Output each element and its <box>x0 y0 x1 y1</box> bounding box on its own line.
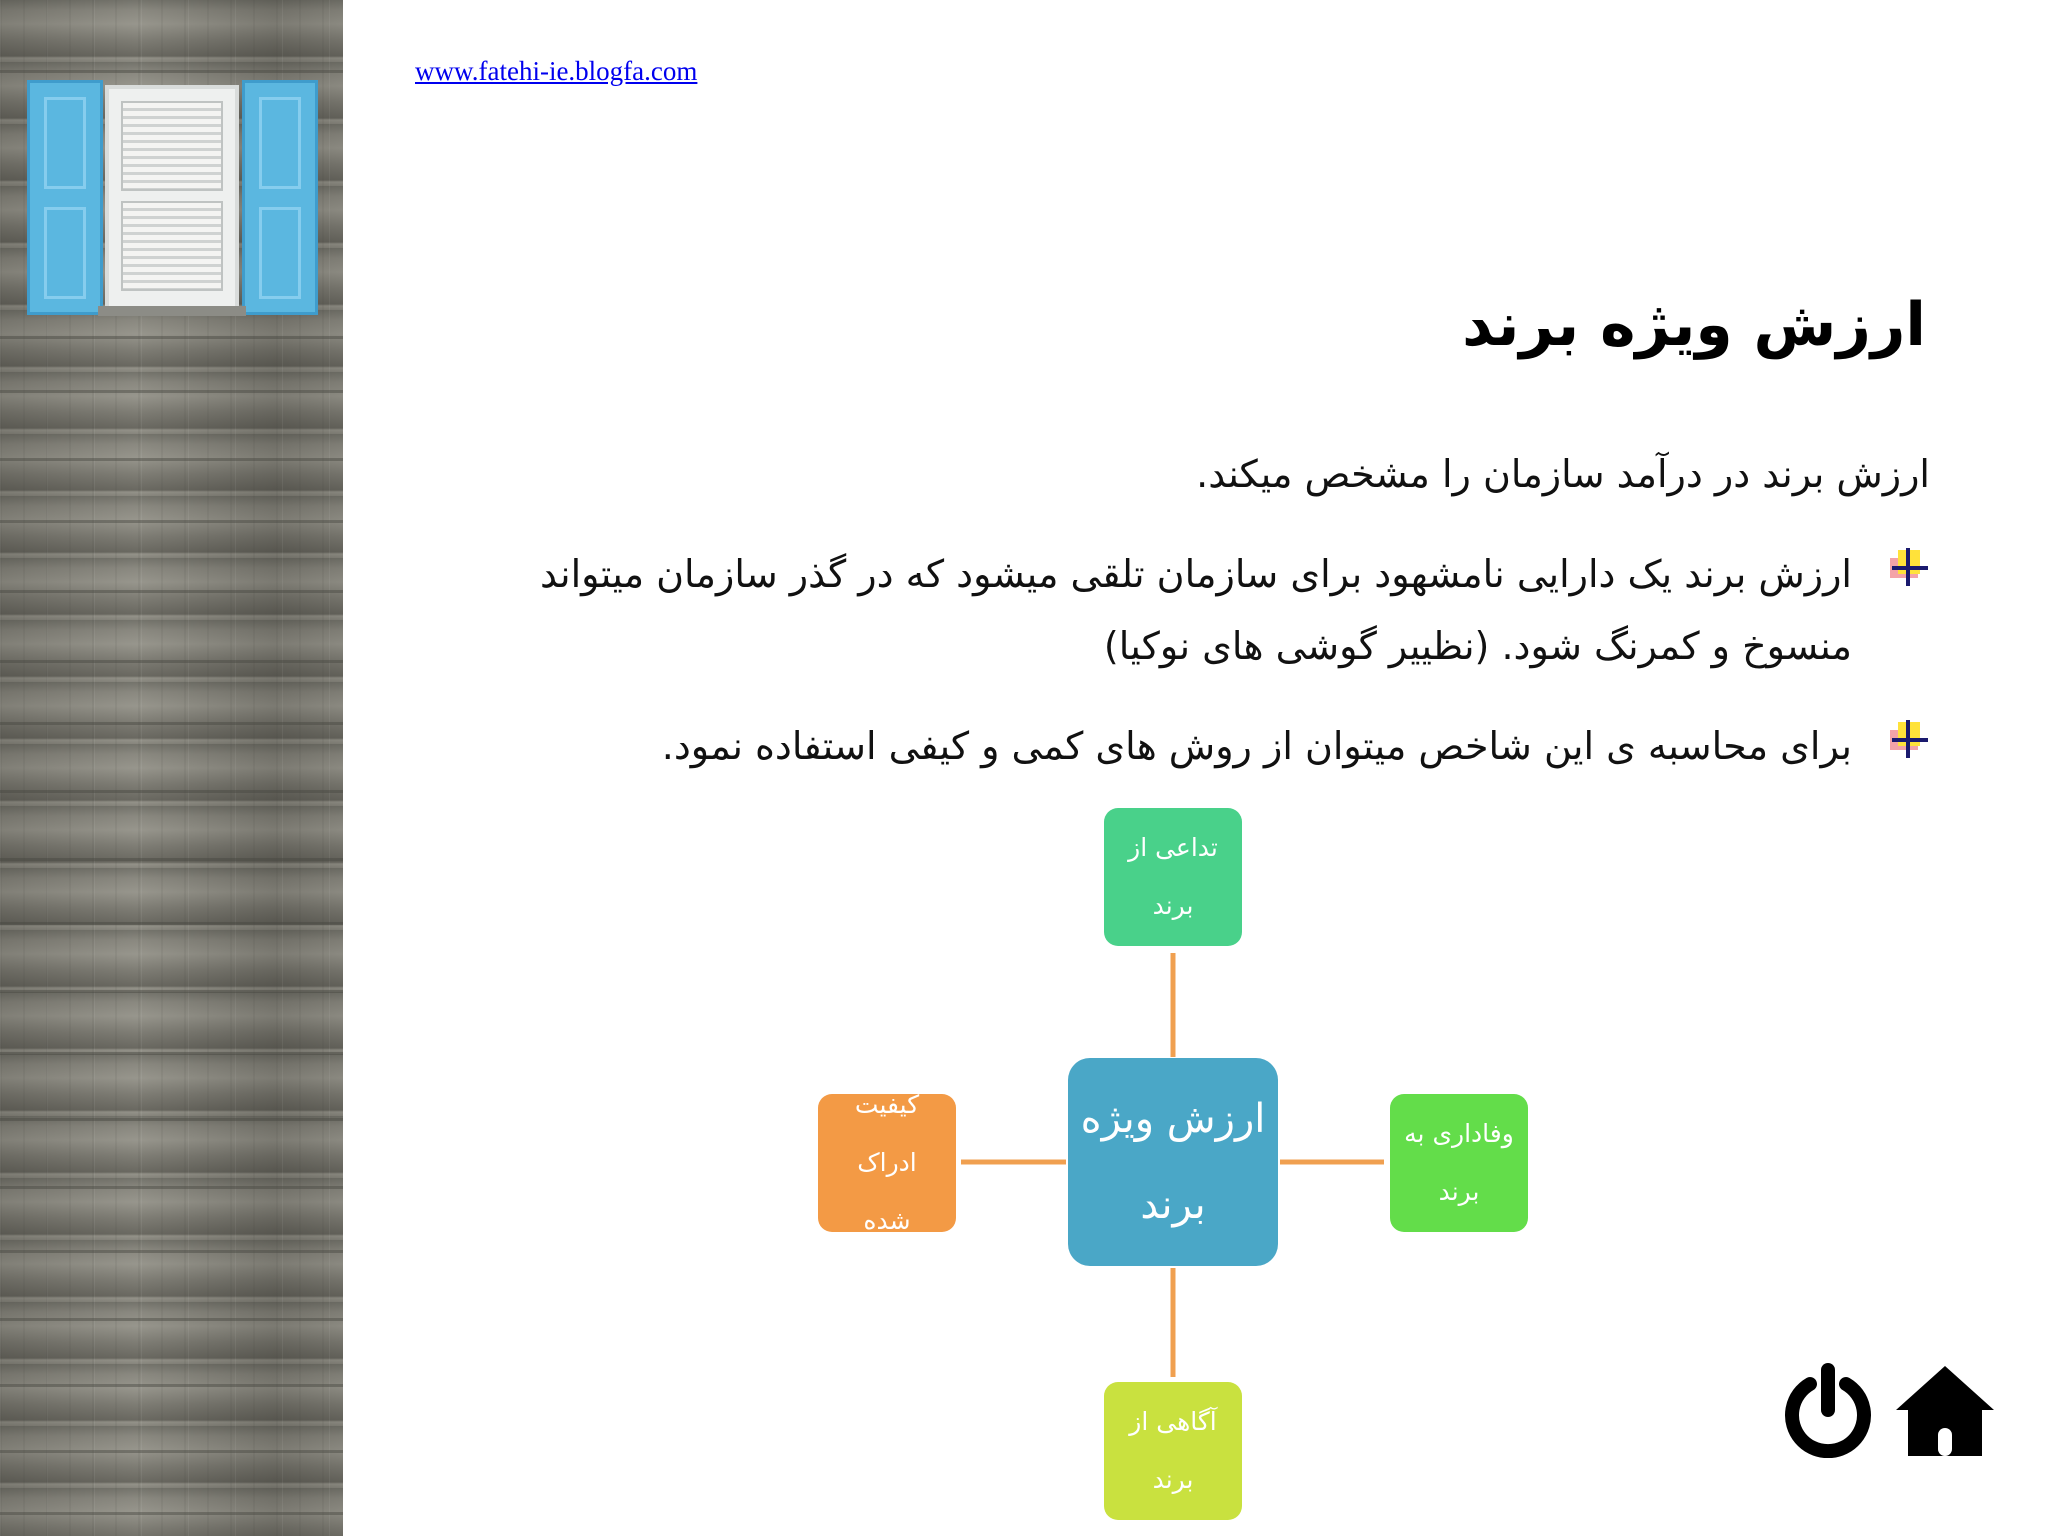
window-shutter-right <box>242 80 318 315</box>
bullet-text: ارزش برند یک دارایی نامشهود برای سازمان تلقی میشود که در گذر سازمان میتواند منسوخ و کمرنگ شود. (نظییر گوشی های نوکیا) <box>540 552 1852 668</box>
diagram-node-bottom <box>1104 1382 1242 1520</box>
site-link[interactable]: www.fatehi-ie.blogfa.com <box>415 56 698 86</box>
side-decoration-panel <box>0 0 343 1536</box>
bullet-text: برای محاسبه ی این شاخص میتوان از روش های کمی و کیفی استفاده نمود. <box>661 724 1852 768</box>
diagram-node-center <box>1068 1058 1278 1266</box>
plank-divider <box>0 790 343 793</box>
bullet-icon <box>1886 546 1930 590</box>
diagram-node-label: تداعی از برند <box>1128 833 1218 920</box>
plank-divider <box>0 858 343 861</box>
plank-divider <box>0 722 343 725</box>
plank-divider <box>0 520 343 523</box>
diagram-node-top <box>1104 808 1242 946</box>
power-icon[interactable] <box>1780 1362 1876 1458</box>
plank-divider <box>0 1052 343 1055</box>
window-pane <box>121 201 223 291</box>
diagram-node-left <box>818 1090 956 1235</box>
plank-divider <box>0 1118 343 1121</box>
plank-divider <box>0 1512 343 1515</box>
home-icon[interactable] <box>1892 1362 1998 1458</box>
plank-divider <box>0 1186 343 1189</box>
plank-divider <box>0 590 343 593</box>
window-pane <box>121 101 223 191</box>
plank-divider <box>0 660 343 663</box>
diagram-node-label: وفاداری به برند <box>1404 1119 1514 1206</box>
bullet-icon <box>1886 718 1930 762</box>
diagram-node-label: آگاهی از برند <box>1129 1407 1217 1494</box>
bullet-item <box>450 538 1930 682</box>
bullet-item <box>450 710 1930 782</box>
plank-divider <box>0 70 343 73</box>
window-sill <box>98 306 246 316</box>
plank-divider <box>0 922 343 925</box>
window-frame <box>105 85 239 310</box>
slide-title: ارزش ویژه برند <box>1462 290 1926 360</box>
intro-text: ارزش برند در درآمد سازمان را مشخص میکند. <box>1196 452 1930 496</box>
plank-divider <box>0 990 343 993</box>
plank-divider <box>0 1318 343 1321</box>
diagram-node-right <box>1390 1094 1528 1232</box>
plank-divider <box>0 336 343 339</box>
window-shutter-left <box>27 80 103 315</box>
plank-divider <box>0 1250 343 1253</box>
diagram-node-label: کیفیت ادراک شده <box>854 1090 920 1235</box>
diagram-node-label: ارزش ویژه برند <box>1080 1096 1266 1228</box>
plank-divider <box>0 1450 343 1453</box>
plank-divider <box>0 1384 343 1387</box>
plank-divider <box>0 458 343 461</box>
plank-divider <box>0 390 343 393</box>
